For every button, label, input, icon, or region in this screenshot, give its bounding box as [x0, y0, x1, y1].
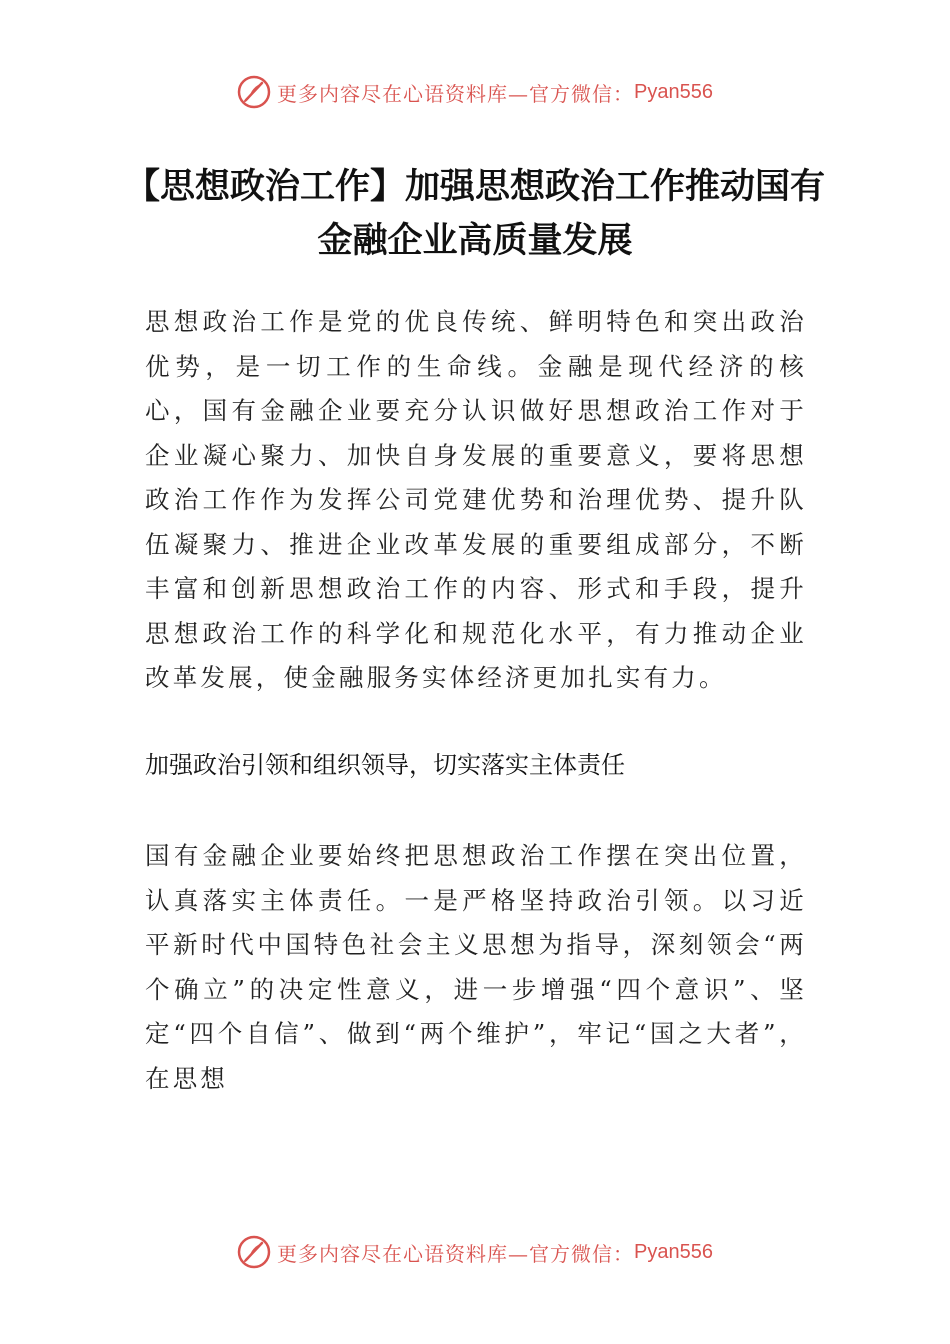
- paragraph-intro: 思想政治工作是党的优良传统、鲜明特色和突出政治优势，是一切工作的生命线。金融是现代经济的核心，国有金融企业要充分认识做好思想政治工作对于企业凝心聚力、加快自身发展的重要意义，要将思想政治工作作为发挥公司党建优势和治理优势、提升队伍凝聚力、推进企业改革发展的重要组成部分，不断丰富和创新思想政治工作的内容、形式和手段，提升思想政治工作的科学化和规范化水平，有力推动企业改革发展，使金融服务实体经济更加扎实有力。: [145, 307, 807, 692]
- wechat-id: Pyan556: [634, 80, 713, 103]
- paragraph-body: 国有金融企业要始终把思想政治工作摆在突出位置，认真落实主体责任。一是严格坚持政治引领。以习近平新时代中国特色社会主义思想为指导，深刻领会“两个确立”的决定性意义，进一步增强“四个意识”、坚定“四个自信”、做到“两个维护”，牢记“国之大者”，在思想: [145, 841, 807, 1093]
- document-title: 【思想政治工作】加强思想政治工作推动国有金融企业高质量发展: [124, 167, 825, 261]
- quill-logo-icon: [237, 1235, 271, 1269]
- quill-logo-icon: [237, 75, 271, 109]
- wechat-id: Pyan556: [634, 1240, 713, 1263]
- banner-text: 更多内容尽在心语资料库—官方微信：: [277, 1241, 635, 1266]
- banner-text: 更多内容尽在心语资料库—官方微信：: [277, 81, 635, 106]
- header-banner: [0, 72, 950, 112]
- section-heading: 加强政治引领和组织领导，切实落实主体责任: [145, 751, 625, 779]
- footer-banner: [0, 1232, 950, 1272]
